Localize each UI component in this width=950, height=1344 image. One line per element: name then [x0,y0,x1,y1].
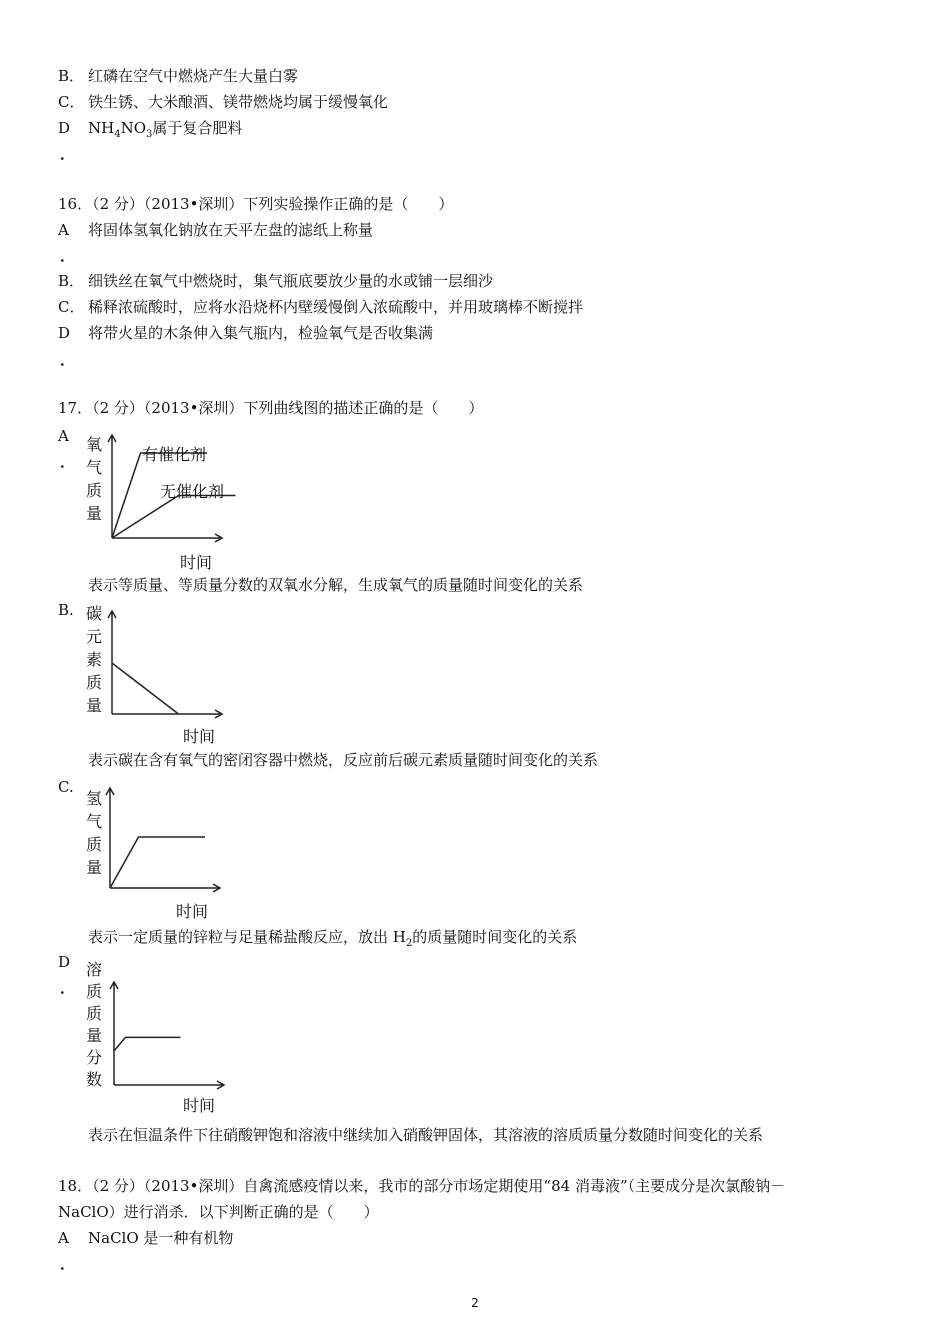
y-axis-label-char: 溶 [86,960,103,979]
y-axis-label-char: 氢 [86,789,103,808]
q17-option-d-desc: 表示在恒温条件下往硝酸钾饱和溶液中继续加入硝酸钾固体，其溶液的溶质质量分数随时间变化的关系 [88,1126,764,1144]
series-line [112,496,236,539]
q17-chart-a [84,430,254,575]
q16-option-c-label: C． [58,298,85,316]
y-axis-label-char: 气 [86,812,103,831]
q16-stem: 16．（2 分）（2013•深圳）下列实验操作正确的是（ ） [58,195,454,213]
q17-option-c-desc: 表示一定质量的锌粒与足量稀盐酸反应，放出 $H_2$的质量随时间变化的关系 [88,928,578,949]
q15-option-c-label: C． [58,93,85,111]
q17-option-b-desc: 表示碳在含有氧气的密闭容器中燃烧，反应前后碳元素质量随时间变化的关系 [88,751,599,769]
y-axis-label-char: 量 [86,858,103,877]
q15-option-b-label: B． [58,67,85,85]
q16-option-c-text: 稀释浓硫酸时，应将水沿烧杯内壁缓慢倒入浓硫酸中，并用玻璃棒不断搅拌 [88,298,584,316]
q18-option-a-dot: ． [60,1255,76,1273]
q16-option-a-dot: ． [60,247,76,265]
q17-chart-b [84,604,254,748]
q17-option-c-label: C. [58,778,74,796]
page-number: 2 [471,1296,479,1310]
y-axis-label-char: 分 [86,1048,103,1067]
y-axis-label-char: 质 [86,982,103,1001]
y-axis-label-char: 素 [86,650,103,669]
y-axis-label-char: 量 [86,696,103,715]
x-axis-label: 时间 [183,1096,216,1115]
y-axis-label-char: 量 [86,504,103,523]
q18-option-a-text: NaClO 是一种有机物 [88,1229,234,1247]
q16-option-d-text: 将带火星的木条伸入集气瓶内，检验氧气是否收集满 [88,324,434,342]
q15-option-d-text: $NH_4NO_3$属于复合肥料 [88,119,243,140]
q17-option-a-label: A [58,427,69,445]
q17-option-b-label: B. [58,601,74,619]
q15-option-d-dot: ． [60,145,76,163]
q17-stem: 17．（2 分）（2013•深圳）下列曲线图的描述正确的是（ ） [58,399,484,417]
q17-chart-c [84,784,254,924]
q17-chart-d [84,957,254,1117]
q15-option-c-text: 铁生锈、大米酿酒、镁带燃烧均属于缓慢氧化 [88,93,389,111]
series-label: 无催化剂 [160,482,225,501]
x-axis-label: 时间 [183,727,216,746]
q17-option-d-dot: ． [60,979,76,997]
y-axis-label-char: 氧 [86,435,103,454]
q17-option-d-label: D [58,953,71,971]
y-axis-label-char: 质 [86,673,103,692]
q16-option-d-dot: ． [60,351,76,369]
x-axis-label: 时间 [176,902,209,921]
y-axis-label-char: 质 [86,1004,103,1023]
y-axis-label-char: 数 [86,1070,103,1089]
q18-option-a-label: A [58,1229,69,1247]
x-axis-label: 时间 [180,553,213,572]
q17-option-a-dot: ． [60,453,76,471]
y-axis-label-char: 量 [86,1026,103,1045]
y-axis-label-char: 质 [86,481,103,500]
q15-option-b-text: 红磷在空气中燃烧产生大量白雾 [88,67,299,85]
q16-option-b-label: B． [58,272,85,290]
q18-stem-line1: 18．（2 分）（2013•深圳）自禽流感疫情以来，我市的部分市场定期使用“84 消毒液”（主要成分是次氯酸钠－ [58,1177,786,1195]
y-axis-label-char: 质 [86,835,103,854]
y-axis-label-char: 元 [86,627,103,646]
series-line [112,663,179,714]
q16-option-b-text: 细铁丝在氧气中燃烧时，集气瓶底要放少量的水或铺一层细沙 [88,272,494,290]
q16-option-d-label: D [58,324,71,342]
q18-stem-line2: NaClO）进行消杀．以下判断正确的是（ ） [58,1203,379,1221]
q15-option-d-label: D [58,119,71,137]
y-axis-label-char: 气 [86,458,103,477]
y-axis-label-char: 碳 [86,604,103,623]
series-line [110,837,205,888]
q16-option-a-text: 将固体氢氧化钠放在天平左盘的滤纸上称量 [88,221,374,239]
q16-option-a-label: A [58,221,69,239]
series-label: 有催化剂 [142,445,207,464]
q17-option-a-desc: 表示等质量、等质量分数的双氧水分解，生成氧气的质量随时间变化的关系 [88,576,584,594]
series-line [114,1037,181,1051]
